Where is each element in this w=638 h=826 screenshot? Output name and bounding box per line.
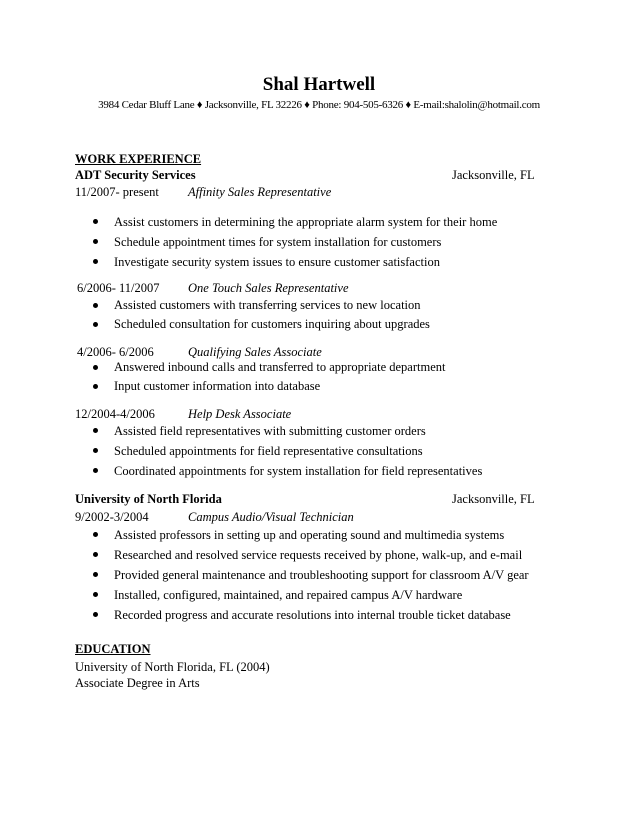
duty-item: Assisted professors in setting up and operating sound and multimedia systems bbox=[92, 525, 529, 545]
duty-item: Input customer information into database bbox=[92, 377, 445, 396]
position-duties bbox=[92, 212, 497, 272]
duty-item: Provided general maintenance and troubleshooting support for classroom A/V gear bbox=[92, 565, 529, 585]
education-school: University of North Florida, FL (2004) bbox=[75, 660, 270, 674]
position-duties bbox=[92, 421, 482, 481]
employer-location: Jacksonville, FL bbox=[452, 492, 535, 506]
position-title: One Touch Sales Representative bbox=[188, 281, 349, 295]
position-dates: 11/2007- present bbox=[75, 185, 159, 199]
duty-item: Investigate security system issues to ensure customer satisfaction bbox=[92, 252, 497, 272]
duty-item: Assisted field representatives with submitting customer orders bbox=[92, 421, 482, 441]
duty-item: Recorded progress and accurate resolutions into internal trouble ticket database bbox=[92, 605, 529, 625]
position-dates: 9/2002-3/2004 bbox=[75, 510, 149, 524]
position-title: Campus Audio/Visual Technician bbox=[188, 510, 354, 524]
position-title: Help Desk Associate bbox=[188, 407, 292, 421]
applicant-name: Shal Hartwell bbox=[262, 74, 376, 95]
position-duties bbox=[92, 525, 529, 625]
position-duties bbox=[92, 358, 445, 395]
position-dates: 12/2004-4/2006 bbox=[75, 407, 155, 421]
position-dates: 6/2006- 11/2007 bbox=[77, 281, 160, 295]
duty-item: Researched and resolved service requests received by phone, walk-up, and e-mail bbox=[92, 545, 529, 565]
duty-item: Scheduled appointments for field representative consultations bbox=[92, 441, 482, 461]
duty-item: Installed, configured, maintained, and repaired campus A/V hardware bbox=[92, 585, 529, 605]
duty-item: Assisted customers with transferring services to new location bbox=[92, 296, 430, 315]
duty-item: Coordinated appointments for system installation for field representatives bbox=[92, 461, 482, 481]
position-duties bbox=[92, 296, 430, 333]
position-dates: 4/2006- 6/2006 bbox=[77, 345, 154, 359]
duty-item: Schedule appointment times for system installation for customers bbox=[92, 232, 497, 252]
employer-name: University of North Florida bbox=[75, 492, 222, 506]
position-title: Qualifying Sales Associate bbox=[188, 345, 322, 359]
duty-item: Answered inbound calls and transferred to appropriate department bbox=[92, 358, 445, 377]
employer-name: ADT Security Services bbox=[75, 168, 196, 182]
education-degree: Associate Degree in Arts bbox=[75, 676, 200, 690]
education-heading: EDUCATION bbox=[75, 642, 151, 656]
duty-item: Scheduled consultation for customers inquiring about upgrades bbox=[92, 315, 430, 334]
work-experience-heading: WORK EXPERIENCE bbox=[75, 152, 202, 166]
employer-location: Jacksonville, FL bbox=[452, 168, 535, 182]
duty-item: Assist customers in determining the appropriate alarm system for their home bbox=[92, 212, 497, 232]
position-title: Affinity Sales Representative bbox=[188, 185, 332, 199]
contact-info: 3984 Cedar Bluff Lane ♦ Jacksonville, FL 32226 ♦ Phone: 904-505-6326 ♦ E-mail:shalolin@hotmail.com bbox=[98, 99, 540, 111]
